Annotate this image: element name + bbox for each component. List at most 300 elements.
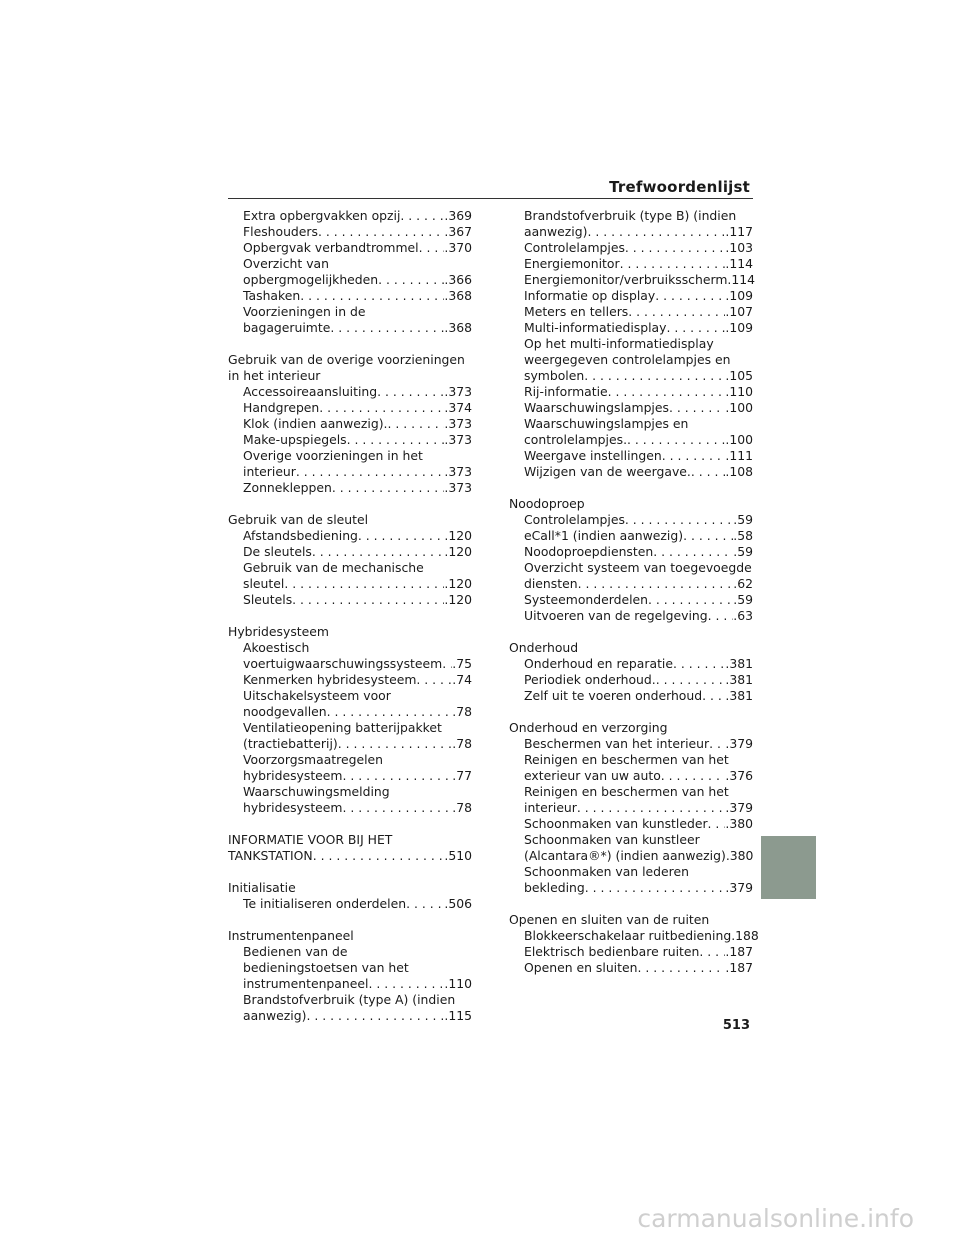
index-entry-text: Sleutels [243, 592, 293, 607]
dot-leader [655, 288, 725, 304]
index-section [228, 832, 472, 864]
dot-leader [406, 896, 444, 912]
index-entry [509, 928, 759, 944]
index-entry-row [243, 208, 472, 224]
dot-leader [625, 240, 726, 256]
index-entry-line: Brandstofverbruik (type A) (indien [243, 992, 456, 1007]
index-entry-text: symbolen [524, 368, 585, 383]
index-entry-text: Informatie op display [524, 288, 656, 303]
index-entry-text: De sleutels [243, 544, 312, 559]
dot-leader [662, 448, 726, 464]
index-entry-text: aanwezig) [243, 1008, 307, 1023]
dot-leader [416, 672, 452, 688]
page-ref: .373 [444, 416, 472, 431]
page-ref: .78 [452, 800, 472, 815]
page-ref: .75 [452, 656, 472, 671]
index-entry-text: Uitvoeren van de regelgeving [524, 608, 708, 623]
index-entry-text: sleutel [243, 576, 285, 591]
index-entry-text: Weergave instellingen [524, 448, 662, 463]
index-entry-row [524, 256, 753, 272]
page-ref: .78 [452, 704, 472, 719]
index-entry [509, 816, 753, 832]
page-ref: .381 [725, 672, 753, 687]
index-entry [228, 752, 472, 784]
page-ref: .120 [444, 528, 472, 543]
page-ref: .379 [725, 800, 753, 815]
index-entry [228, 720, 472, 752]
page-ref: .114 [727, 272, 755, 287]
dot-leader [306, 1008, 444, 1024]
index-entry [509, 384, 753, 400]
index-entry-text: Systeemonderdelen [524, 592, 649, 607]
index-entry-text: exterieur van uw auto [524, 768, 661, 783]
index-entry-text: (tractiebatterij) [243, 736, 338, 751]
index-entry-text: Zelf uit te voeren onderhoud [524, 688, 703, 703]
index-entry [228, 560, 472, 592]
index-entry-row [243, 272, 472, 288]
dot-leader [584, 368, 725, 384]
index-entry [228, 688, 472, 720]
page-ref: .115 [444, 1008, 472, 1023]
page-ref: .100 [725, 400, 753, 415]
index-entry-text: voertuigwaarschuwingssysteem [243, 656, 443, 671]
index-entry-row [524, 384, 753, 400]
index-entry [509, 608, 753, 624]
index-entry-text: Energiemonitor/verbruiksscherm [524, 272, 728, 287]
index-entry [509, 544, 753, 560]
index-section [509, 720, 753, 896]
index-entry-row [243, 592, 472, 608]
index-section [228, 928, 472, 1024]
index-section [228, 624, 472, 816]
index-entry-line: Bedienen van de [243, 944, 348, 959]
dot-leader [327, 704, 453, 720]
dot-leader [666, 320, 725, 336]
index-entry-text: opbergmogelijkheden [243, 272, 379, 287]
index-entry [509, 288, 753, 304]
index-entry [509, 464, 753, 480]
page-ref: .78 [452, 736, 472, 751]
index-entry [509, 656, 753, 672]
index-heading: Hybridesysteem [228, 624, 329, 639]
index-entry-text: Energiemonitor [524, 256, 620, 271]
index-entry-row [524, 240, 753, 256]
index-entry-row [524, 448, 753, 464]
index-entry [228, 416, 472, 432]
page-ref: .369 [444, 208, 472, 223]
index-entry-text: Wijzigen van de weergave. [524, 464, 691, 479]
index-entry-text: Openen en sluiten [524, 960, 638, 975]
index-entry [509, 208, 753, 240]
index-entry-row [524, 528, 753, 544]
page-ref: .368 [444, 288, 472, 303]
page-ref: .105 [725, 368, 753, 383]
dot-leader [656, 672, 726, 688]
dot-leader [708, 816, 726, 832]
index-entry-row [243, 288, 472, 304]
index-entry [228, 992, 472, 1024]
index-entry-text: Beschermen van het interieur [524, 736, 710, 751]
index-entry-line: Uitschakelsysteem voor [243, 688, 391, 703]
index-entry [509, 688, 753, 704]
dot-leader [292, 592, 444, 608]
index-section [509, 208, 753, 480]
index-entry-row [243, 768, 472, 784]
page-ref: .379 [725, 736, 753, 751]
index-entry-row [524, 592, 753, 608]
page-ref: .370 [444, 240, 472, 255]
index-entry-row [524, 288, 753, 304]
index-heading: Gebruik van de overige voorzieningen [228, 352, 465, 367]
index-heading: Openen en sluiten van de ruiten [509, 912, 710, 927]
index-entry-text: hybridesysteem [243, 800, 343, 815]
index-entry-row [243, 480, 472, 496]
page-ref: .117 [725, 224, 753, 239]
page-ref: .367 [444, 224, 472, 239]
dot-leader [691, 464, 726, 480]
page-ref: .58 [733, 528, 753, 543]
page-title: Trefwoordenlijst [609, 178, 750, 196]
index-entry-row [243, 416, 472, 432]
index-entry-text: bekleding [524, 880, 585, 895]
page-ref: .379 [725, 880, 753, 895]
index-entry-line: Akoestisch [243, 640, 310, 655]
page-ref: .380 [725, 816, 753, 831]
index-entry-row [524, 432, 753, 448]
dot-leader [318, 224, 444, 240]
dot-leader [377, 384, 444, 400]
index-entry [509, 784, 753, 816]
dot-leader [577, 800, 726, 816]
index-entry-row [243, 672, 472, 688]
index-entry [509, 736, 753, 752]
page-ref: .74 [452, 672, 472, 687]
index-entry-text: Klok (indien aanwezig). [243, 416, 388, 431]
index-entry-text: controlelampjes. [524, 432, 628, 447]
index-entry-row [243, 320, 472, 336]
page-ref: .59 [733, 592, 753, 607]
index-heading-row [228, 848, 472, 864]
index-section [509, 496, 753, 624]
index-entry-line: weergegeven controlelampjes en [524, 352, 731, 367]
page-ref: .111 [725, 448, 753, 463]
index-entry-text: (Alcantara®*) (indien aanwezig) [524, 848, 726, 863]
dot-leader [368, 976, 444, 992]
page-ref: .77 [452, 768, 472, 783]
index-entry-row [524, 928, 759, 944]
index-entry [228, 672, 472, 688]
index-entry-row [524, 800, 753, 816]
index-entry-text: Zonnekleppen [243, 480, 332, 495]
dot-leader [628, 304, 725, 320]
index-entry-row [243, 800, 472, 816]
index-entry [228, 432, 472, 448]
index-entry-row [524, 304, 753, 320]
page-ref: .120 [444, 576, 472, 591]
index-entry [509, 400, 753, 416]
index-entry-row [243, 400, 472, 416]
page-ref: .110 [444, 976, 472, 991]
index-entry [509, 832, 753, 864]
watermark: carmanualsonline.info [637, 1204, 914, 1233]
index-entry-row [243, 896, 472, 912]
index-entry-row [524, 272, 753, 288]
page-ref: .374 [444, 400, 472, 415]
dot-leader [699, 944, 725, 960]
index-entry [228, 400, 472, 416]
index-heading: Initialisatie [228, 880, 296, 895]
page-ref: .373 [444, 384, 472, 399]
index-entry [228, 896, 472, 912]
index-entry-row [243, 224, 472, 240]
index-entry-text: instrumentenpaneel [243, 976, 369, 991]
index-entry-line: Op het multi-informatiedisplay [524, 336, 714, 351]
index-entry-text: Handgrepen [243, 400, 320, 415]
index-heading-text: TANKSTATION [228, 848, 313, 863]
dot-leader [648, 592, 733, 608]
index-entry-line: Reinigen en beschermen van het [524, 752, 729, 767]
index-entry [228, 480, 472, 496]
page-ref: .59 [733, 512, 753, 527]
dot-leader [313, 848, 445, 864]
dot-leader [388, 416, 445, 432]
dot-leader [343, 768, 453, 784]
index-entry-row [243, 528, 472, 544]
index-entry-row [524, 880, 753, 896]
dot-leader [312, 544, 445, 560]
index-entry [228, 944, 472, 992]
page-ref: .120 [444, 544, 472, 559]
index-heading: Instrumentenpaneel [228, 928, 354, 943]
index-entry-text: Meters en tellers [524, 304, 629, 319]
index-entry [228, 592, 472, 608]
index-entry-row [524, 400, 753, 416]
page-ref: .510 [444, 848, 472, 863]
dot-leader [709, 736, 725, 752]
index-entry-line: Voorzieningen in de [243, 304, 366, 319]
index-entry-line: Gebruik van de mechanische [243, 560, 424, 575]
page-ref: .120 [444, 592, 472, 607]
index-entry-text: Rij-informatie [524, 384, 608, 399]
index-entry [509, 256, 753, 272]
page-ref: .109 [725, 288, 753, 303]
page-ref: .100 [725, 432, 753, 447]
index-entry [228, 208, 472, 224]
page-ref: .107 [725, 304, 753, 319]
index-column-right [509, 208, 759, 992]
page-ref: .373 [444, 432, 472, 447]
dot-leader [587, 224, 725, 240]
page-ref: .366 [444, 272, 472, 287]
index-entry-text: Extra opbergvakken opzij [243, 208, 401, 223]
index-entry [228, 240, 472, 256]
dot-leader [330, 320, 444, 336]
dot-leader [284, 576, 444, 592]
index-heading: Gebruik van de sleutel [228, 512, 369, 527]
dot-leader [442, 656, 452, 672]
index-entry [228, 448, 472, 480]
index-entry-row [243, 544, 472, 560]
index-heading: in het interieur [228, 368, 321, 383]
dot-leader [683, 528, 733, 544]
index-entry-row [243, 576, 472, 592]
index-entry [228, 544, 472, 560]
dot-leader [332, 480, 445, 496]
index-entry-row [524, 736, 753, 752]
index-entry-row [524, 768, 753, 784]
index-entry-row [243, 464, 472, 480]
page-ref: .108 [725, 464, 753, 479]
index-entry-text: Controlelampjes [524, 512, 625, 527]
index-section [228, 352, 472, 496]
index-entry-line: bedieningstoetsen van het [243, 960, 409, 975]
index-entry-row [243, 704, 472, 720]
index-section [228, 880, 472, 912]
index-entry-text: Multi-informatiedisplay [524, 320, 667, 335]
dot-leader [343, 800, 453, 816]
index-entry-row [524, 608, 753, 624]
index-entry-text: Schoonmaken van kunstleder [524, 816, 708, 831]
page-ref: .506 [444, 896, 472, 911]
index-entry-line: Schoonmaken van lederen [524, 864, 689, 879]
dot-leader [338, 736, 453, 752]
index-entry-text: interieur [524, 800, 577, 815]
page-ref: .187 [725, 960, 753, 975]
index-entry [228, 256, 472, 288]
index-entry [509, 448, 753, 464]
dot-leader [637, 960, 725, 976]
index-entry [509, 528, 753, 544]
index-entry-line: Overzicht van [243, 256, 329, 271]
dot-leader [669, 400, 725, 416]
index-entry-text: Waarschuwingslampjes [524, 400, 669, 415]
index-heading: INFORMATIE VOOR BIJ HET [228, 832, 393, 847]
index-entry-text: Te initialiseren onderdelen [243, 896, 407, 911]
index-entry-row [243, 1008, 472, 1024]
page-ref: .110 [725, 384, 753, 399]
index-entry [228, 384, 472, 400]
index-entry-line: Brandstofverbruik (type B) (indien [524, 208, 737, 223]
index-entry [509, 560, 753, 592]
index-entry [509, 944, 753, 960]
index-entry [509, 592, 753, 608]
index-section [509, 912, 759, 976]
index-entry-text: Tashaken [243, 288, 301, 303]
index-entry-row [524, 688, 753, 704]
dot-leader [378, 272, 444, 288]
index-entry [228, 640, 472, 672]
dot-leader [296, 464, 445, 480]
index-entry [509, 752, 753, 784]
index-entry-text: aanwezig) [524, 224, 588, 239]
index-entry [509, 864, 753, 896]
dot-leader [319, 400, 444, 416]
section-thumb-tab [761, 836, 816, 899]
index-section [228, 512, 472, 608]
page-ref: .373 [444, 464, 472, 479]
page-ref: .62 [733, 576, 753, 591]
index-entry [509, 960, 753, 976]
index-entry-row [524, 576, 753, 592]
index-entry-row [524, 960, 753, 976]
dot-leader [673, 656, 725, 672]
index-entry-row [243, 384, 472, 400]
page-ref: .114 [725, 256, 753, 271]
page-ref: .103 [725, 240, 753, 255]
dot-leader [653, 544, 733, 560]
index-entry-line: Waarschuwingsmelding [243, 784, 390, 799]
index-entry-text: Fleshouders [243, 224, 318, 239]
index-entry-text: Periodiek onderhoud. [524, 672, 656, 687]
index-entry [509, 240, 753, 256]
index-entry-row [524, 848, 753, 864]
index-entry-text: Kenmerken hybridesysteem [243, 672, 417, 687]
index-entry-row [524, 368, 753, 384]
dot-leader [708, 608, 734, 624]
dot-leader [620, 256, 726, 272]
index-entry [509, 320, 753, 336]
index-entry [228, 784, 472, 816]
page-ref: .381 [725, 688, 753, 703]
page-ref: .188 [731, 928, 759, 943]
index-entry-line: Voorzorgsmaatregelen [243, 752, 384, 767]
index-entry-text: bagageruimte [243, 320, 331, 335]
dot-leader [347, 432, 445, 448]
dot-leader [608, 384, 726, 400]
index-entry-text: diensten [524, 576, 578, 591]
index-column-left [228, 208, 472, 1040]
page-ref: .368 [444, 320, 472, 335]
index-entry-line: Waarschuwingslampjes en [524, 416, 689, 431]
index-entry-line: Schoonmaken van kunstleer [524, 832, 700, 847]
index-entry-text: Blokkeerschakelaar ruitbediening [524, 928, 732, 943]
header-divider [228, 198, 753, 199]
index-entry-row [243, 976, 472, 992]
index-entry-text: Elektrisch bedienbare ruiten [524, 944, 700, 959]
dot-leader [419, 240, 445, 256]
page-ref: .187 [725, 944, 753, 959]
index-entry [509, 512, 753, 528]
dot-leader [578, 576, 734, 592]
index-entry-text: Onderhoud en reparatie [524, 656, 673, 671]
page-ref: .381 [725, 656, 753, 671]
index-entry-line: Overige voorzieningen in het [243, 448, 423, 463]
index-entry-row [243, 240, 472, 256]
page-ref: .376 [725, 768, 753, 783]
index-entry-text: Make-upspiegels [243, 432, 347, 447]
index-entry [228, 528, 472, 544]
index-entry [228, 304, 472, 336]
index-entry [509, 672, 753, 688]
dot-leader [358, 528, 444, 544]
index-entry-text: hybridesysteem [243, 768, 343, 783]
page-ref: .59 [733, 544, 753, 559]
index-heading: Onderhoud [509, 640, 579, 655]
dot-leader [400, 208, 444, 224]
page-ref: .63 [733, 608, 753, 623]
page-ref: .373 [444, 480, 472, 495]
index-entry-text: Controlelampjes [524, 240, 625, 255]
index-entry-row [524, 464, 753, 480]
index-entry [509, 336, 753, 384]
index-entry-row [524, 320, 753, 336]
page-ref: .380 [725, 848, 754, 863]
dot-leader [661, 768, 726, 784]
dot-leader [627, 432, 725, 448]
index-entry-row [524, 816, 753, 832]
index-section [228, 208, 472, 336]
index-entry-text: Opbergvak verbandtrommel [243, 240, 419, 255]
